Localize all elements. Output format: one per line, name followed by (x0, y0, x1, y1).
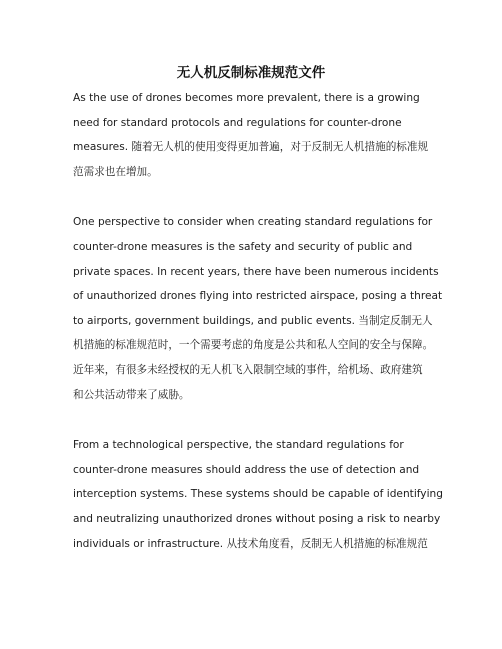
text-line: One perspective to consider when creating standard regulations for (73, 216, 433, 229)
text-line: measures. 随着无人机的使用变得更加普遍，对于反制无人机措施的标准规 (73, 141, 429, 154)
text-line: interception systems. These systems should be capable of identifying (73, 488, 443, 501)
document-body (73, 86, 441, 582)
paragraph-2 (73, 210, 441, 407)
text-line: 机措施的标准规范时，一个需要考虑的角度是公共和私人空间的安全与保障。 (73, 339, 434, 352)
paragraph-1 (73, 86, 441, 184)
paragraph-3 (73, 433, 441, 556)
text-line: counter-drone measures should address the use of detection and (73, 463, 420, 476)
text-line: individuals or infrastructure. 从技术角度看，反制无人机措施的标准规范 (73, 537, 428, 550)
text-line: 和公共活动带来了威胁。 (73, 388, 190, 401)
text-line: private spaces. In recent years, there have been numerous incidents (73, 265, 439, 278)
text-line: From a technological perspective, the standard regulations for (73, 439, 404, 452)
text-line: and neutralizing unauthorized drones without posing a risk to nearby (73, 512, 441, 525)
text-line: 范需求也在增加。 (73, 165, 158, 178)
text-line: need for standard protocols and regulations for counter-drone (73, 116, 402, 129)
text-line: 近年来，有很多未经授权的无人机飞入限制空域的事件，给机场、政府建筑 (73, 363, 423, 376)
text-line: As the use of drones becomes more prevalent, there is a growing (73, 92, 420, 104)
text-line: counter-drone measures is the safety and security of public and (73, 240, 413, 253)
text-line: to airports, government buildings, and public events. 当制定反制无人 (73, 314, 433, 327)
text-line: of unauthorized drones flying into restricted airspace, posing a threat (73, 290, 443, 303)
document-title: 无人机反制标准规范文件 (176, 65, 326, 81)
